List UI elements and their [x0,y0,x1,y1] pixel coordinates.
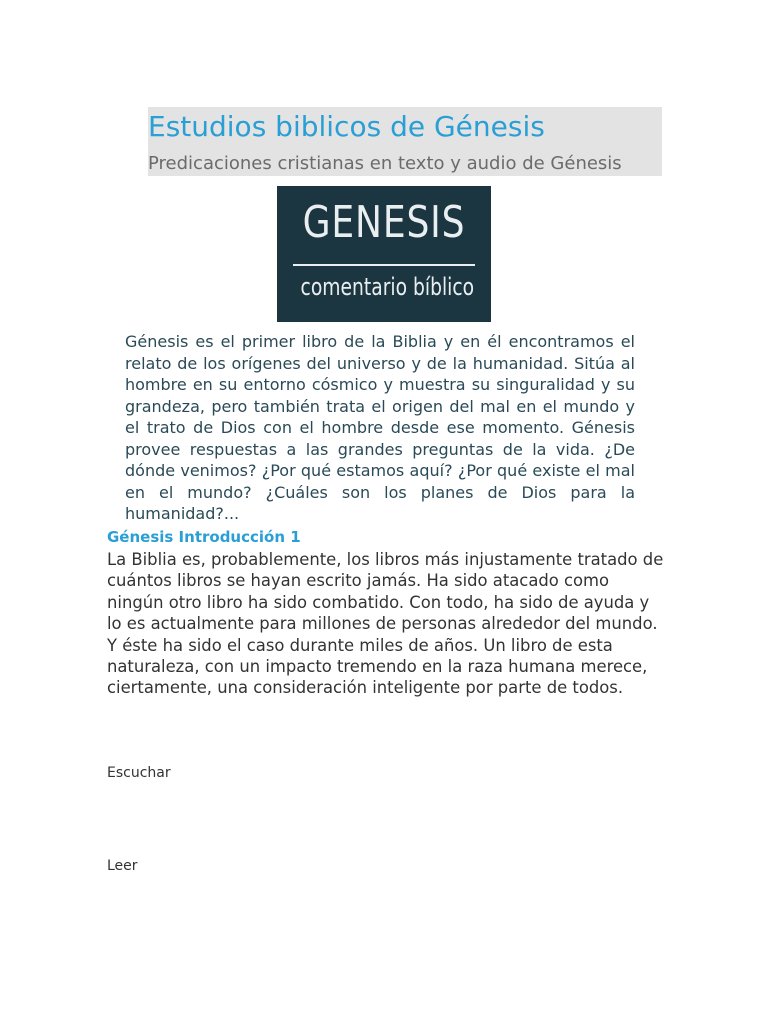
cover-divider [293,264,475,266]
page-subtitle: Predicaciones cristianas en texto y audio de Génesis [148,153,622,174]
section-title[interactable]: Génesis Introducción 1 [107,528,301,546]
intro-paragraph: Génesis es el primer libro de la Biblia y en él encontramos el relato de los orígenes del universo y de la humanidad. Sitúa al hombre en su entorno cósmico y muestra su singuralidad y su grandeza, pero también trata el origen del mal en el mundo y el trato de Dios con el hombre desde ese momento. Génesis provee respuestas a las grandes preguntas de la vida. ¿De dónde venimos? ¿Por qué estamos aquí? ¿Por qué existe el mal en el mundo? ¿Cuáles son los planes de Dios para la humanidad?... [125,332,635,523]
listen-link[interactable]: Escuchar [107,765,171,781]
cover-subtitle: comentario bíblico [300,273,475,301]
page-title: Estudios biblicos de Génesis [148,110,545,143]
cover-title: GENESIS [302,197,466,248]
genesis-cover-image [277,186,491,322]
section-body: La Biblia es, probablemente, los libros más injustamente tratado de cuántos libros se hayan escrito jamás. Ha sido atacado como ningún otro libro ha sido combatido. Con todo, ha sido de ayuda y lo es actualmente para millones de personas alrededor del mundo. Y éste ha sido el caso durante miles de años. Un libro de esta naturaleza, con un impacto tremendo en la raza humana merece, ciertamente, una consideración inteligente por parte de todos. [107,550,664,698]
read-link[interactable]: Leer [107,858,138,874]
